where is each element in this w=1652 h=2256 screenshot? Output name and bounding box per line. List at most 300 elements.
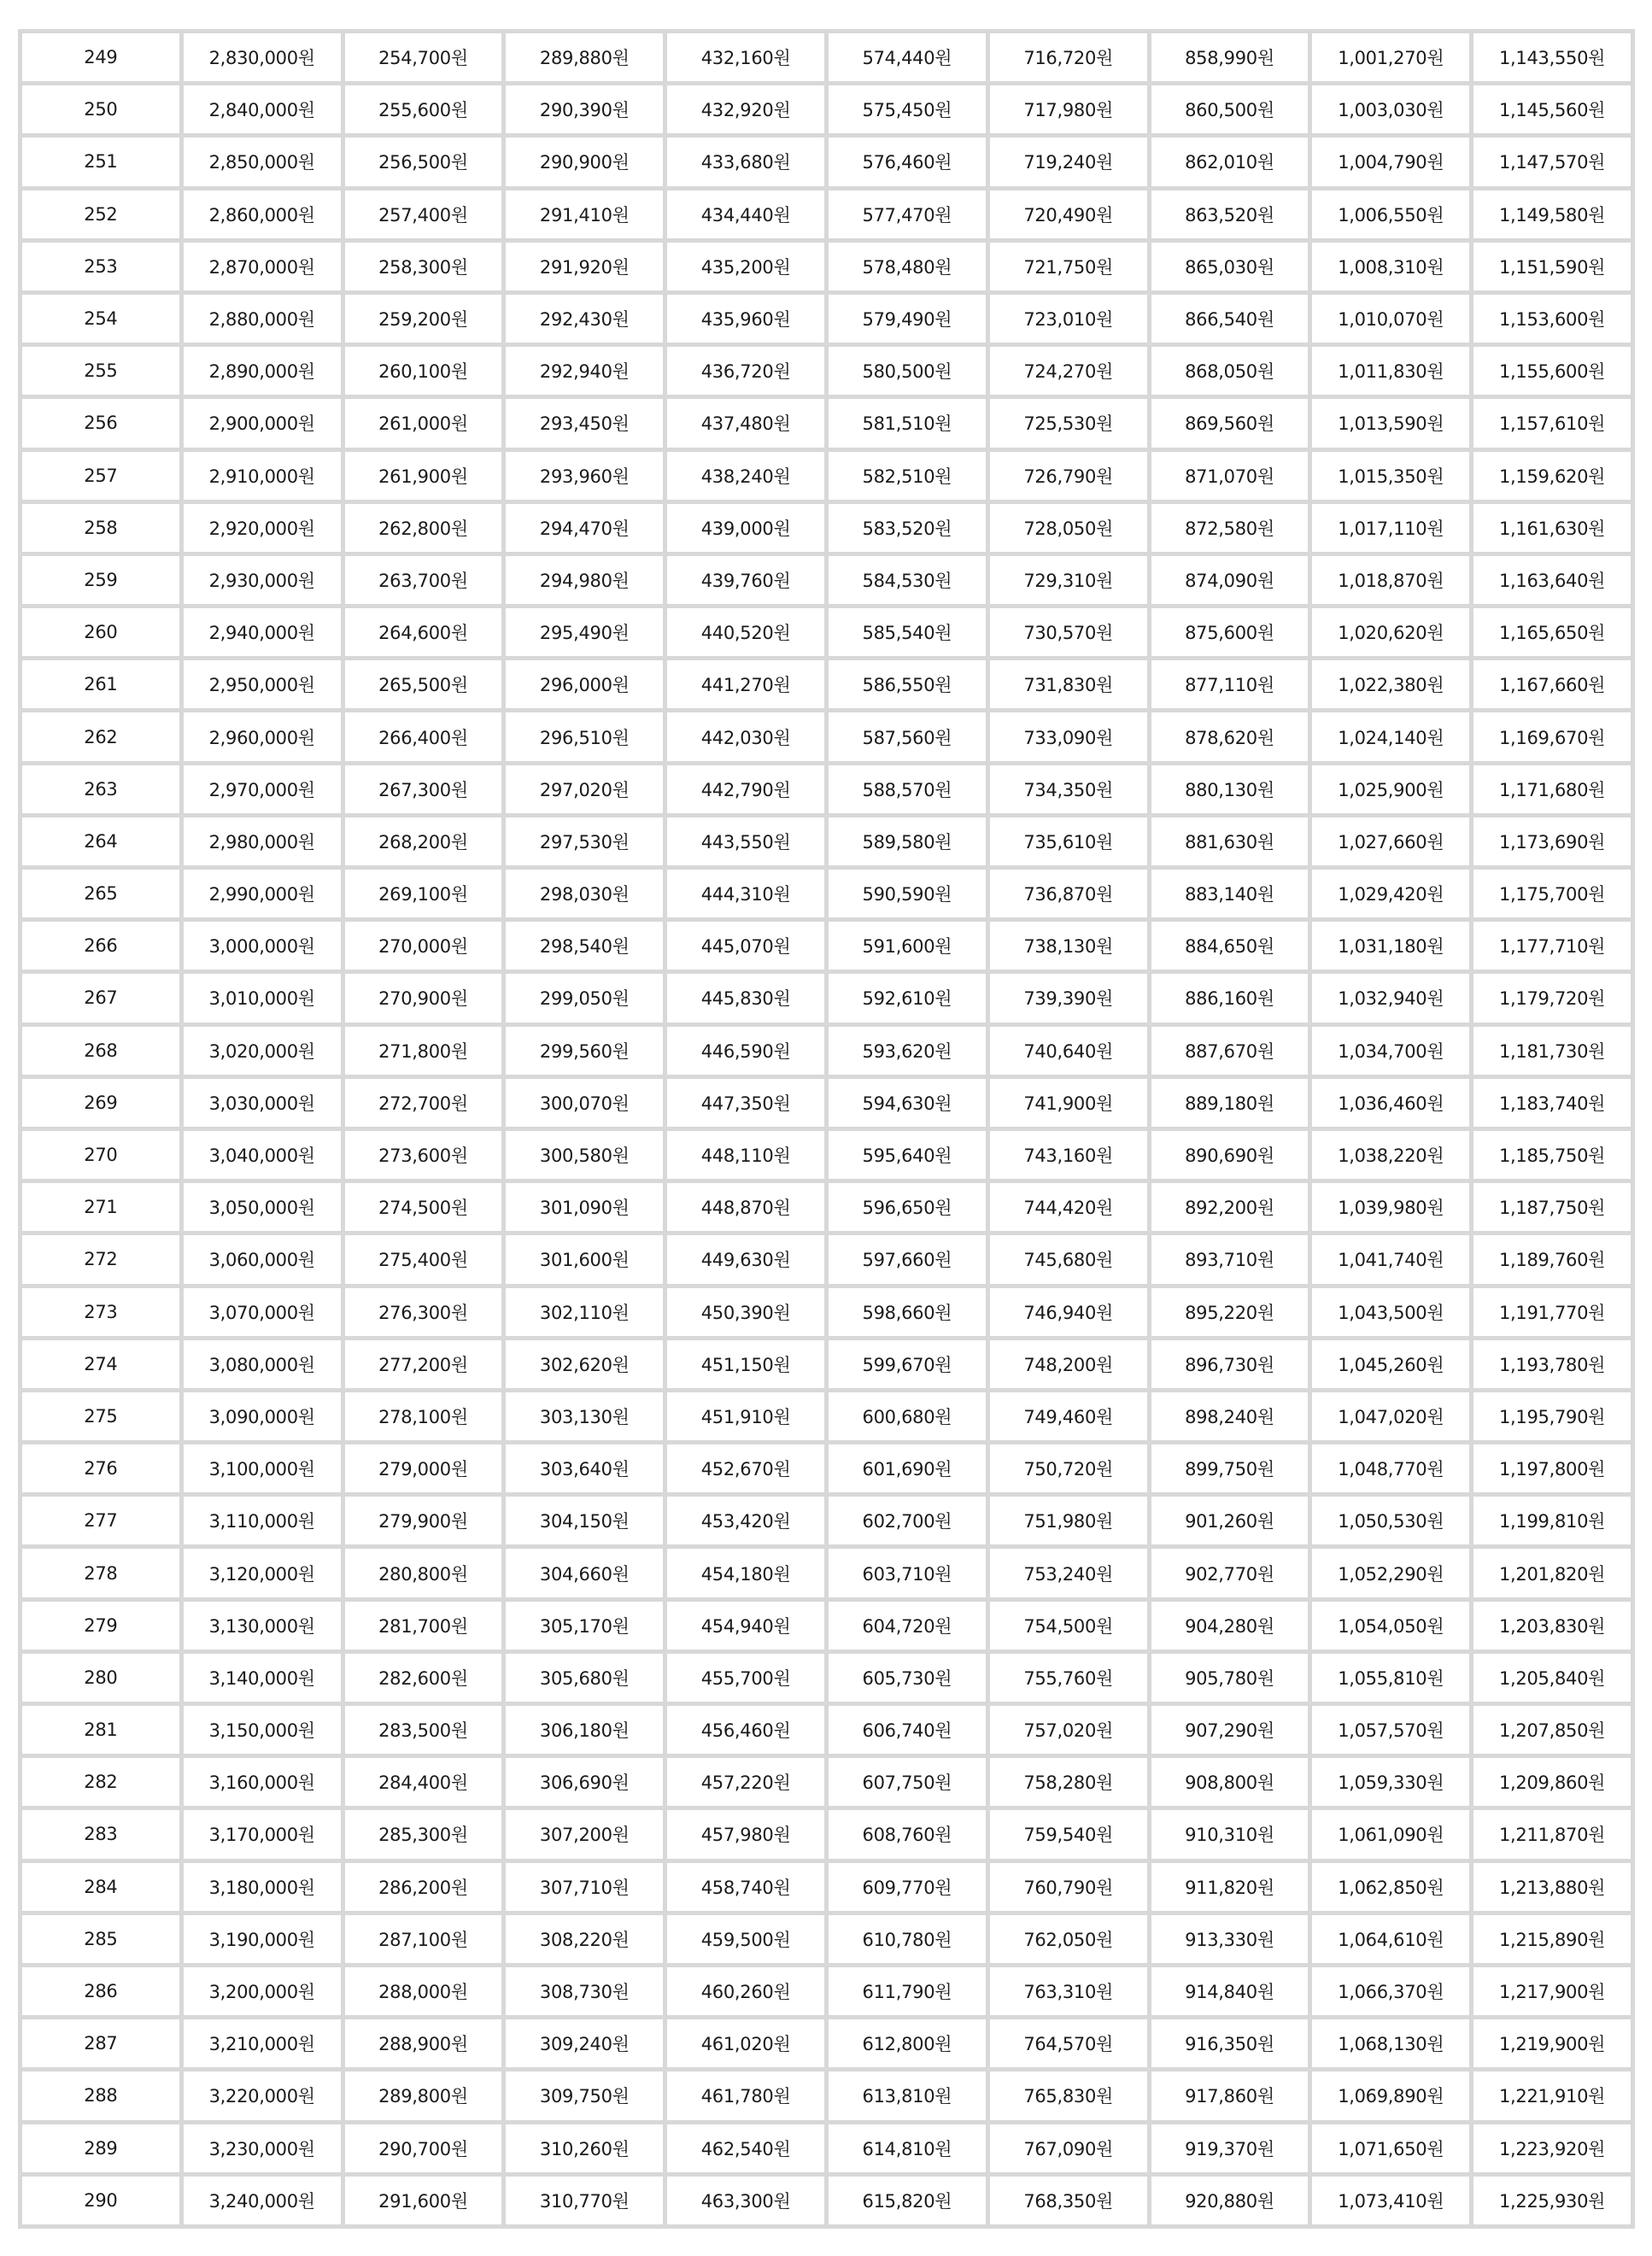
value-cell-2: 292,940원 xyxy=(506,347,663,395)
value-cell-2: 304,150원 xyxy=(506,1497,663,1544)
value-cell-6: 886,160원 xyxy=(1151,974,1309,1022)
value-cell-5: 759,540원 xyxy=(990,1810,1147,1858)
table-row xyxy=(22,1497,1631,1544)
table-row xyxy=(22,347,1631,395)
value-cell-4: 582,510원 xyxy=(829,452,986,500)
value-cell-6: 917,860원 xyxy=(1151,2071,1309,2119)
table-row xyxy=(22,1079,1631,1127)
value-cell-6: 858,990원 xyxy=(1151,33,1309,81)
value-cell-5: 745,680원 xyxy=(990,1235,1147,1283)
value-cell-1: 280,800원 xyxy=(345,1549,502,1597)
value-cell-3: 459,500원 xyxy=(667,1915,824,1963)
value-cell-8: 1,153,600원 xyxy=(1473,295,1631,343)
value-cell-4: 599,670원 xyxy=(829,1340,986,1388)
value-cell-8: 1,173,690원 xyxy=(1473,817,1631,865)
row-number-cell: 249 xyxy=(22,33,179,81)
value-cell-3: 454,940원 xyxy=(667,1602,824,1650)
value-cell-7: 1,057,570원 xyxy=(1312,1706,1469,1754)
value-cell-1: 274,500원 xyxy=(345,1183,502,1231)
value-cell-3: 439,000원 xyxy=(667,504,824,552)
row-number-cell: 289 xyxy=(22,2124,179,2172)
value-cell-2: 299,560원 xyxy=(506,1027,663,1075)
value-cell-6: 884,650원 xyxy=(1151,922,1309,970)
value-cell-7: 1,008,310원 xyxy=(1312,243,1469,290)
value-cell-7: 1,022,380원 xyxy=(1312,660,1469,708)
value-cell-5: 757,020원 xyxy=(990,1706,1147,1754)
value-cell-8: 1,197,800원 xyxy=(1473,1444,1631,1492)
value-cell-2: 290,390원 xyxy=(506,85,663,133)
amount-cell: 3,080,000원 xyxy=(184,1340,341,1388)
amount-cell: 2,880,000원 xyxy=(184,295,341,343)
row-number-cell: 267 xyxy=(22,974,179,1022)
value-cell-3: 437,480원 xyxy=(667,399,824,447)
value-cell-6: 880,130원 xyxy=(1151,765,1309,813)
value-cell-4: 598,660원 xyxy=(829,1288,986,1336)
value-cell-5: 764,570원 xyxy=(990,2019,1147,2067)
value-cell-6: 919,370원 xyxy=(1151,2124,1309,2172)
value-cell-4: 578,480원 xyxy=(829,243,986,290)
value-cell-8: 1,195,790원 xyxy=(1473,1392,1631,1440)
value-cell-3: 447,350원 xyxy=(667,1079,824,1127)
value-cell-2: 306,690원 xyxy=(506,1758,663,1806)
table-row xyxy=(22,1131,1631,1179)
value-cell-6: 877,110원 xyxy=(1151,660,1309,708)
value-cell-4: 580,500원 xyxy=(829,347,986,395)
value-cell-7: 1,068,130원 xyxy=(1312,2019,1469,2067)
value-cell-6: 872,580원 xyxy=(1151,504,1309,552)
value-cell-4: 604,720원 xyxy=(829,1602,986,1650)
value-cell-6: 887,670원 xyxy=(1151,1027,1309,1075)
value-cell-8: 1,207,850원 xyxy=(1473,1706,1631,1754)
value-cell-8: 1,149,580원 xyxy=(1473,190,1631,238)
table-row xyxy=(22,1602,1631,1650)
value-cell-4: 612,800원 xyxy=(829,2019,986,2067)
value-cell-4: 587,560원 xyxy=(829,712,986,760)
value-cell-3: 440,520원 xyxy=(667,608,824,656)
value-cell-7: 1,069,890원 xyxy=(1312,2071,1469,2119)
value-cell-7: 1,041,740원 xyxy=(1312,1235,1469,1283)
row-number-cell: 266 xyxy=(22,922,179,970)
table-row xyxy=(22,1183,1631,1231)
value-cell-1: 261,000원 xyxy=(345,399,502,447)
value-cell-4: 606,740원 xyxy=(829,1706,986,1754)
table-row xyxy=(22,504,1631,552)
row-number-cell: 280 xyxy=(22,1654,179,1702)
value-cell-7: 1,006,550원 xyxy=(1312,190,1469,238)
value-cell-4: 579,490원 xyxy=(829,295,986,343)
value-cell-7: 1,017,110원 xyxy=(1312,504,1469,552)
value-cell-4: 595,640원 xyxy=(829,1131,986,1179)
table-row xyxy=(22,1758,1631,1806)
value-cell-2: 302,620원 xyxy=(506,1340,663,1388)
value-cell-7: 1,003,030원 xyxy=(1312,85,1469,133)
value-cell-8: 1,187,750원 xyxy=(1473,1183,1631,1231)
value-cell-7: 1,043,500원 xyxy=(1312,1288,1469,1336)
value-cell-2: 292,430원 xyxy=(506,295,663,343)
value-cell-7: 1,050,530원 xyxy=(1312,1497,1469,1544)
row-number-cell: 269 xyxy=(22,1079,179,1127)
value-cell-5: 725,530원 xyxy=(990,399,1147,447)
table-row xyxy=(22,974,1631,1022)
value-cell-7: 1,047,020원 xyxy=(1312,1392,1469,1440)
value-cell-4: 608,760원 xyxy=(829,1810,986,1858)
value-cell-7: 1,073,410원 xyxy=(1312,2177,1469,2224)
value-cell-6: 862,010원 xyxy=(1151,138,1309,185)
row-number-cell: 276 xyxy=(22,1444,179,1492)
value-cell-1: 290,700원 xyxy=(345,2124,502,2172)
value-cell-7: 1,025,900원 xyxy=(1312,765,1469,813)
value-cell-3: 444,310원 xyxy=(667,870,824,917)
value-cell-1: 289,800원 xyxy=(345,2071,502,2119)
value-cell-7: 1,011,830원 xyxy=(1312,347,1469,395)
value-cell-5: 758,280원 xyxy=(990,1758,1147,1806)
table-row xyxy=(22,399,1631,447)
row-number-cell: 275 xyxy=(22,1392,179,1440)
row-number-cell: 274 xyxy=(22,1340,179,1388)
value-cell-2: 302,110원 xyxy=(506,1288,663,1336)
value-cell-5: 731,830원 xyxy=(990,660,1147,708)
value-cell-4: 602,700원 xyxy=(829,1497,986,1544)
value-cell-3: 452,670원 xyxy=(667,1444,824,1492)
value-cell-8: 1,211,870원 xyxy=(1473,1810,1631,1858)
value-cell-2: 296,510원 xyxy=(506,712,663,760)
value-cell-7: 1,059,330원 xyxy=(1312,1758,1469,1806)
value-cell-7: 1,052,290원 xyxy=(1312,1549,1469,1597)
value-cell-8: 1,183,740원 xyxy=(1473,1079,1631,1127)
row-number-cell: 281 xyxy=(22,1706,179,1754)
table-row xyxy=(22,922,1631,970)
table-row xyxy=(22,2177,1631,2224)
value-cell-3: 457,220원 xyxy=(667,1758,824,1806)
value-cell-6: 883,140원 xyxy=(1151,870,1309,917)
value-cell-1: 288,000원 xyxy=(345,1967,502,2015)
value-cell-5: 719,240원 xyxy=(990,138,1147,185)
value-cell-1: 257,400원 xyxy=(345,190,502,238)
value-cell-4: 585,540원 xyxy=(829,608,986,656)
value-cell-8: 1,165,650원 xyxy=(1473,608,1631,656)
value-cell-2: 289,880원 xyxy=(506,33,663,81)
value-cell-6: 878,620원 xyxy=(1151,712,1309,760)
value-cell-5: 724,270원 xyxy=(990,347,1147,395)
value-cell-2: 300,070원 xyxy=(506,1079,663,1127)
amount-cell: 3,010,000원 xyxy=(184,974,341,1022)
value-cell-3: 461,780원 xyxy=(667,2071,824,2119)
table-row xyxy=(22,243,1631,290)
value-cell-2: 309,750원 xyxy=(506,2071,663,2119)
value-cell-5: 739,390원 xyxy=(990,974,1147,1022)
value-cell-8: 1,215,890원 xyxy=(1473,1915,1631,1963)
amount-cell: 3,140,000원 xyxy=(184,1654,341,1702)
row-number-cell: 285 xyxy=(22,1915,179,1963)
amount-cell: 3,100,000원 xyxy=(184,1444,341,1492)
value-cell-2: 293,450원 xyxy=(506,399,663,447)
table-row xyxy=(22,1706,1631,1754)
value-cell-4: 577,470원 xyxy=(829,190,986,238)
amount-cell: 2,830,000원 xyxy=(184,33,341,81)
value-cell-6: 868,050원 xyxy=(1151,347,1309,395)
value-cell-6: 898,240원 xyxy=(1151,1392,1309,1440)
value-cell-6: 865,030원 xyxy=(1151,243,1309,290)
value-cell-7: 1,024,140원 xyxy=(1312,712,1469,760)
value-cell-4: 605,730원 xyxy=(829,1654,986,1702)
value-cell-6: 893,710원 xyxy=(1151,1235,1309,1283)
value-cell-6: 910,310원 xyxy=(1151,1810,1309,1858)
row-number-cell: 258 xyxy=(22,504,179,552)
amount-cell: 2,850,000원 xyxy=(184,138,341,185)
table-row xyxy=(22,1549,1631,1597)
value-cell-7: 1,013,590원 xyxy=(1312,399,1469,447)
value-cell-5: 726,790원 xyxy=(990,452,1147,500)
value-cell-4: 574,440원 xyxy=(829,33,986,81)
row-number-cell: 283 xyxy=(22,1810,179,1858)
value-cell-8: 1,219,900원 xyxy=(1473,2019,1631,2067)
value-cell-7: 1,032,940원 xyxy=(1312,974,1469,1022)
value-cell-4: 584,530원 xyxy=(829,556,986,604)
value-cell-8: 1,209,860원 xyxy=(1473,1758,1631,1806)
value-cell-3: 458,740원 xyxy=(667,1863,824,1911)
value-cell-6: 916,350원 xyxy=(1151,2019,1309,2067)
value-cell-8: 1,143,550원 xyxy=(1473,33,1631,81)
table-row xyxy=(22,608,1631,656)
value-cell-4: 597,660원 xyxy=(829,1235,986,1283)
value-cell-2: 296,000원 xyxy=(506,660,663,708)
value-cell-1: 278,100원 xyxy=(345,1392,502,1440)
table-row xyxy=(22,765,1631,813)
table-row xyxy=(22,1235,1631,1283)
value-cell-6: 896,730원 xyxy=(1151,1340,1309,1388)
amount-cell: 2,940,000원 xyxy=(184,608,341,656)
value-cell-6: 901,260원 xyxy=(1151,1497,1309,1544)
value-cell-5: 767,090원 xyxy=(990,2124,1147,2172)
value-cell-8: 1,171,680원 xyxy=(1473,765,1631,813)
value-cell-6: 908,800원 xyxy=(1151,1758,1309,1806)
value-cell-4: 607,750원 xyxy=(829,1758,986,1806)
amount-cell: 2,870,000원 xyxy=(184,243,341,290)
amount-cell: 3,130,000원 xyxy=(184,1602,341,1650)
value-cell-5: 746,940원 xyxy=(990,1288,1147,1336)
value-cell-8: 1,155,600원 xyxy=(1473,347,1631,395)
value-cell-5: 720,490원 xyxy=(990,190,1147,238)
value-cell-7: 1,038,220원 xyxy=(1312,1131,1469,1179)
value-cell-5: 740,640원 xyxy=(990,1027,1147,1075)
value-cell-4: 590,590원 xyxy=(829,870,986,917)
row-number-cell: 254 xyxy=(22,295,179,343)
amount-cell: 2,980,000원 xyxy=(184,817,341,865)
value-cell-5: 741,900원 xyxy=(990,1079,1147,1127)
value-cell-2: 298,540원 xyxy=(506,922,663,970)
value-cell-3: 442,790원 xyxy=(667,765,824,813)
value-cell-4: 600,680원 xyxy=(829,1392,986,1440)
value-cell-5: 744,420원 xyxy=(990,1183,1147,1231)
amount-cell: 3,210,000원 xyxy=(184,2019,341,2067)
value-cell-5: 753,240원 xyxy=(990,1549,1147,1597)
value-cell-5: 730,570원 xyxy=(990,608,1147,656)
value-cell-2: 297,530원 xyxy=(506,817,663,865)
value-cell-2: 310,260원 xyxy=(506,2124,663,2172)
value-cell-8: 1,221,910원 xyxy=(1473,2071,1631,2119)
value-cell-5: 716,720원 xyxy=(990,33,1147,81)
value-cell-6: 892,200원 xyxy=(1151,1183,1309,1231)
value-cell-7: 1,034,700원 xyxy=(1312,1027,1469,1075)
value-cell-1: 270,900원 xyxy=(345,974,502,1022)
value-cell-1: 291,600원 xyxy=(345,2177,502,2224)
value-cell-4: 592,610원 xyxy=(829,974,986,1022)
value-cell-6: 866,540원 xyxy=(1151,295,1309,343)
value-cell-3: 453,420원 xyxy=(667,1497,824,1544)
value-cell-7: 1,064,610원 xyxy=(1312,1915,1469,1963)
value-cell-8: 1,175,700원 xyxy=(1473,870,1631,917)
value-cell-8: 1,189,760원 xyxy=(1473,1235,1631,1283)
value-cell-3: 434,440원 xyxy=(667,190,824,238)
value-cell-8: 1,181,730원 xyxy=(1473,1027,1631,1075)
table-row xyxy=(22,1288,1631,1336)
table-row xyxy=(22,660,1631,708)
value-cell-1: 258,300원 xyxy=(345,243,502,290)
value-cell-8: 1,147,570원 xyxy=(1473,138,1631,185)
value-cell-2: 294,980원 xyxy=(506,556,663,604)
value-cell-2: 299,050원 xyxy=(506,974,663,1022)
value-cell-4: 615,820원 xyxy=(829,2177,986,2224)
value-cell-8: 1,185,750원 xyxy=(1473,1131,1631,1179)
value-cell-4: 594,630원 xyxy=(829,1079,986,1127)
row-number-cell: 265 xyxy=(22,870,179,917)
value-cell-4: 588,570원 xyxy=(829,765,986,813)
table-row xyxy=(22,452,1631,500)
row-number-cell: 259 xyxy=(22,556,179,604)
value-cell-7: 1,071,650원 xyxy=(1312,2124,1469,2172)
row-number-cell: 261 xyxy=(22,660,179,708)
value-cell-1: 288,900원 xyxy=(345,2019,502,2067)
value-cell-6: 907,290원 xyxy=(1151,1706,1309,1754)
value-cell-4: 591,600원 xyxy=(829,922,986,970)
amount-cell: 2,890,000원 xyxy=(184,347,341,395)
row-number-cell: 268 xyxy=(22,1027,179,1075)
value-cell-6: 860,500원 xyxy=(1151,85,1309,133)
value-cell-4: 603,710원 xyxy=(829,1549,986,1597)
value-cell-7: 1,015,350원 xyxy=(1312,452,1469,500)
data-table xyxy=(18,29,1635,2229)
value-cell-2: 301,600원 xyxy=(506,1235,663,1283)
value-cell-2: 304,660원 xyxy=(506,1549,663,1597)
value-cell-3: 462,540원 xyxy=(667,2124,824,2172)
value-cell-1: 265,500원 xyxy=(345,660,502,708)
table-row xyxy=(22,1654,1631,1702)
row-number-cell: 272 xyxy=(22,1235,179,1283)
value-cell-3: 445,830원 xyxy=(667,974,824,1022)
amount-cell: 3,030,000원 xyxy=(184,1079,341,1127)
value-cell-4: 601,690원 xyxy=(829,1444,986,1492)
table-row xyxy=(22,295,1631,343)
value-cell-2: 295,490원 xyxy=(506,608,663,656)
table-row xyxy=(22,1392,1631,1440)
value-cell-4: 586,550원 xyxy=(829,660,986,708)
value-cell-7: 1,045,260원 xyxy=(1312,1340,1469,1388)
value-cell-3: 445,070원 xyxy=(667,922,824,970)
value-cell-8: 1,203,830원 xyxy=(1473,1602,1631,1650)
value-cell-6: 920,880원 xyxy=(1151,2177,1309,2224)
value-cell-6: 914,840원 xyxy=(1151,1967,1309,2015)
value-cell-1: 286,200원 xyxy=(345,1863,502,1911)
value-cell-7: 1,018,870원 xyxy=(1312,556,1469,604)
row-number-cell: 273 xyxy=(22,1288,179,1336)
value-cell-2: 293,960원 xyxy=(506,452,663,500)
value-cell-2: 307,710원 xyxy=(506,1863,663,1911)
row-number-cell: 277 xyxy=(22,1497,179,1544)
value-cell-3: 441,270원 xyxy=(667,660,824,708)
row-number-cell: 290 xyxy=(22,2177,179,2224)
amount-cell: 3,220,000원 xyxy=(184,2071,341,2119)
value-cell-3: 432,160원 xyxy=(667,33,824,81)
value-cell-2: 307,200원 xyxy=(506,1810,663,1858)
value-cell-1: 261,900원 xyxy=(345,452,502,500)
amount-cell: 2,840,000원 xyxy=(184,85,341,133)
row-number-cell: 264 xyxy=(22,817,179,865)
row-number-cell: 284 xyxy=(22,1863,179,1911)
amount-cell: 3,040,000원 xyxy=(184,1131,341,1179)
value-cell-5: 728,050원 xyxy=(990,504,1147,552)
amount-cell: 3,060,000원 xyxy=(184,1235,341,1283)
amount-cell: 2,860,000원 xyxy=(184,190,341,238)
value-cell-6: 904,280원 xyxy=(1151,1602,1309,1650)
row-number-cell: 257 xyxy=(22,452,179,500)
value-cell-7: 1,020,620원 xyxy=(1312,608,1469,656)
value-cell-1: 264,600원 xyxy=(345,608,502,656)
value-cell-3: 448,110원 xyxy=(667,1131,824,1179)
value-cell-7: 1,027,660원 xyxy=(1312,817,1469,865)
value-cell-1: 282,600원 xyxy=(345,1654,502,1702)
value-cell-1: 254,700원 xyxy=(345,33,502,81)
amount-cell: 2,920,000원 xyxy=(184,504,341,552)
value-cell-8: 1,225,930원 xyxy=(1473,2177,1631,2224)
value-cell-1: 269,100원 xyxy=(345,870,502,917)
value-cell-8: 1,177,710원 xyxy=(1473,922,1631,970)
row-number-cell: 260 xyxy=(22,608,179,656)
value-cell-6: 881,630원 xyxy=(1151,817,1309,865)
value-cell-1: 267,300원 xyxy=(345,765,502,813)
value-cell-5: 755,760원 xyxy=(990,1654,1147,1702)
value-cell-3: 433,680원 xyxy=(667,138,824,185)
value-cell-1: 271,800원 xyxy=(345,1027,502,1075)
value-cell-2: 301,090원 xyxy=(506,1183,663,1231)
value-cell-6: 902,770원 xyxy=(1151,1549,1309,1597)
value-cell-8: 1,213,880원 xyxy=(1473,1863,1631,1911)
value-cell-3: 438,240원 xyxy=(667,452,824,500)
value-cell-5: 763,310원 xyxy=(990,1967,1147,2015)
value-cell-3: 432,920원 xyxy=(667,85,824,133)
value-cell-7: 1,031,180원 xyxy=(1312,922,1469,970)
value-cell-7: 1,054,050원 xyxy=(1312,1602,1469,1650)
value-cell-1: 275,400원 xyxy=(345,1235,502,1283)
amount-cell: 3,230,000원 xyxy=(184,2124,341,2172)
value-cell-7: 1,004,790원 xyxy=(1312,138,1469,185)
amount-cell: 2,990,000원 xyxy=(184,870,341,917)
amount-cell: 2,970,000원 xyxy=(184,765,341,813)
value-cell-5: 721,750원 xyxy=(990,243,1147,290)
value-cell-2: 290,900원 xyxy=(506,138,663,185)
value-cell-3: 446,590원 xyxy=(667,1027,824,1075)
value-cell-6: 889,180원 xyxy=(1151,1079,1309,1127)
value-cell-2: 294,470원 xyxy=(506,504,663,552)
table-row xyxy=(22,190,1631,238)
row-number-cell: 256 xyxy=(22,399,179,447)
value-cell-5: 717,980원 xyxy=(990,85,1147,133)
value-cell-8: 1,217,900원 xyxy=(1473,1967,1631,2015)
value-cell-5: 738,130원 xyxy=(990,922,1147,970)
value-cell-7: 1,055,810원 xyxy=(1312,1654,1469,1702)
value-cell-8: 1,167,660원 xyxy=(1473,660,1631,708)
value-cell-8: 1,201,820원 xyxy=(1473,1549,1631,1597)
value-cell-1: 263,700원 xyxy=(345,556,502,604)
